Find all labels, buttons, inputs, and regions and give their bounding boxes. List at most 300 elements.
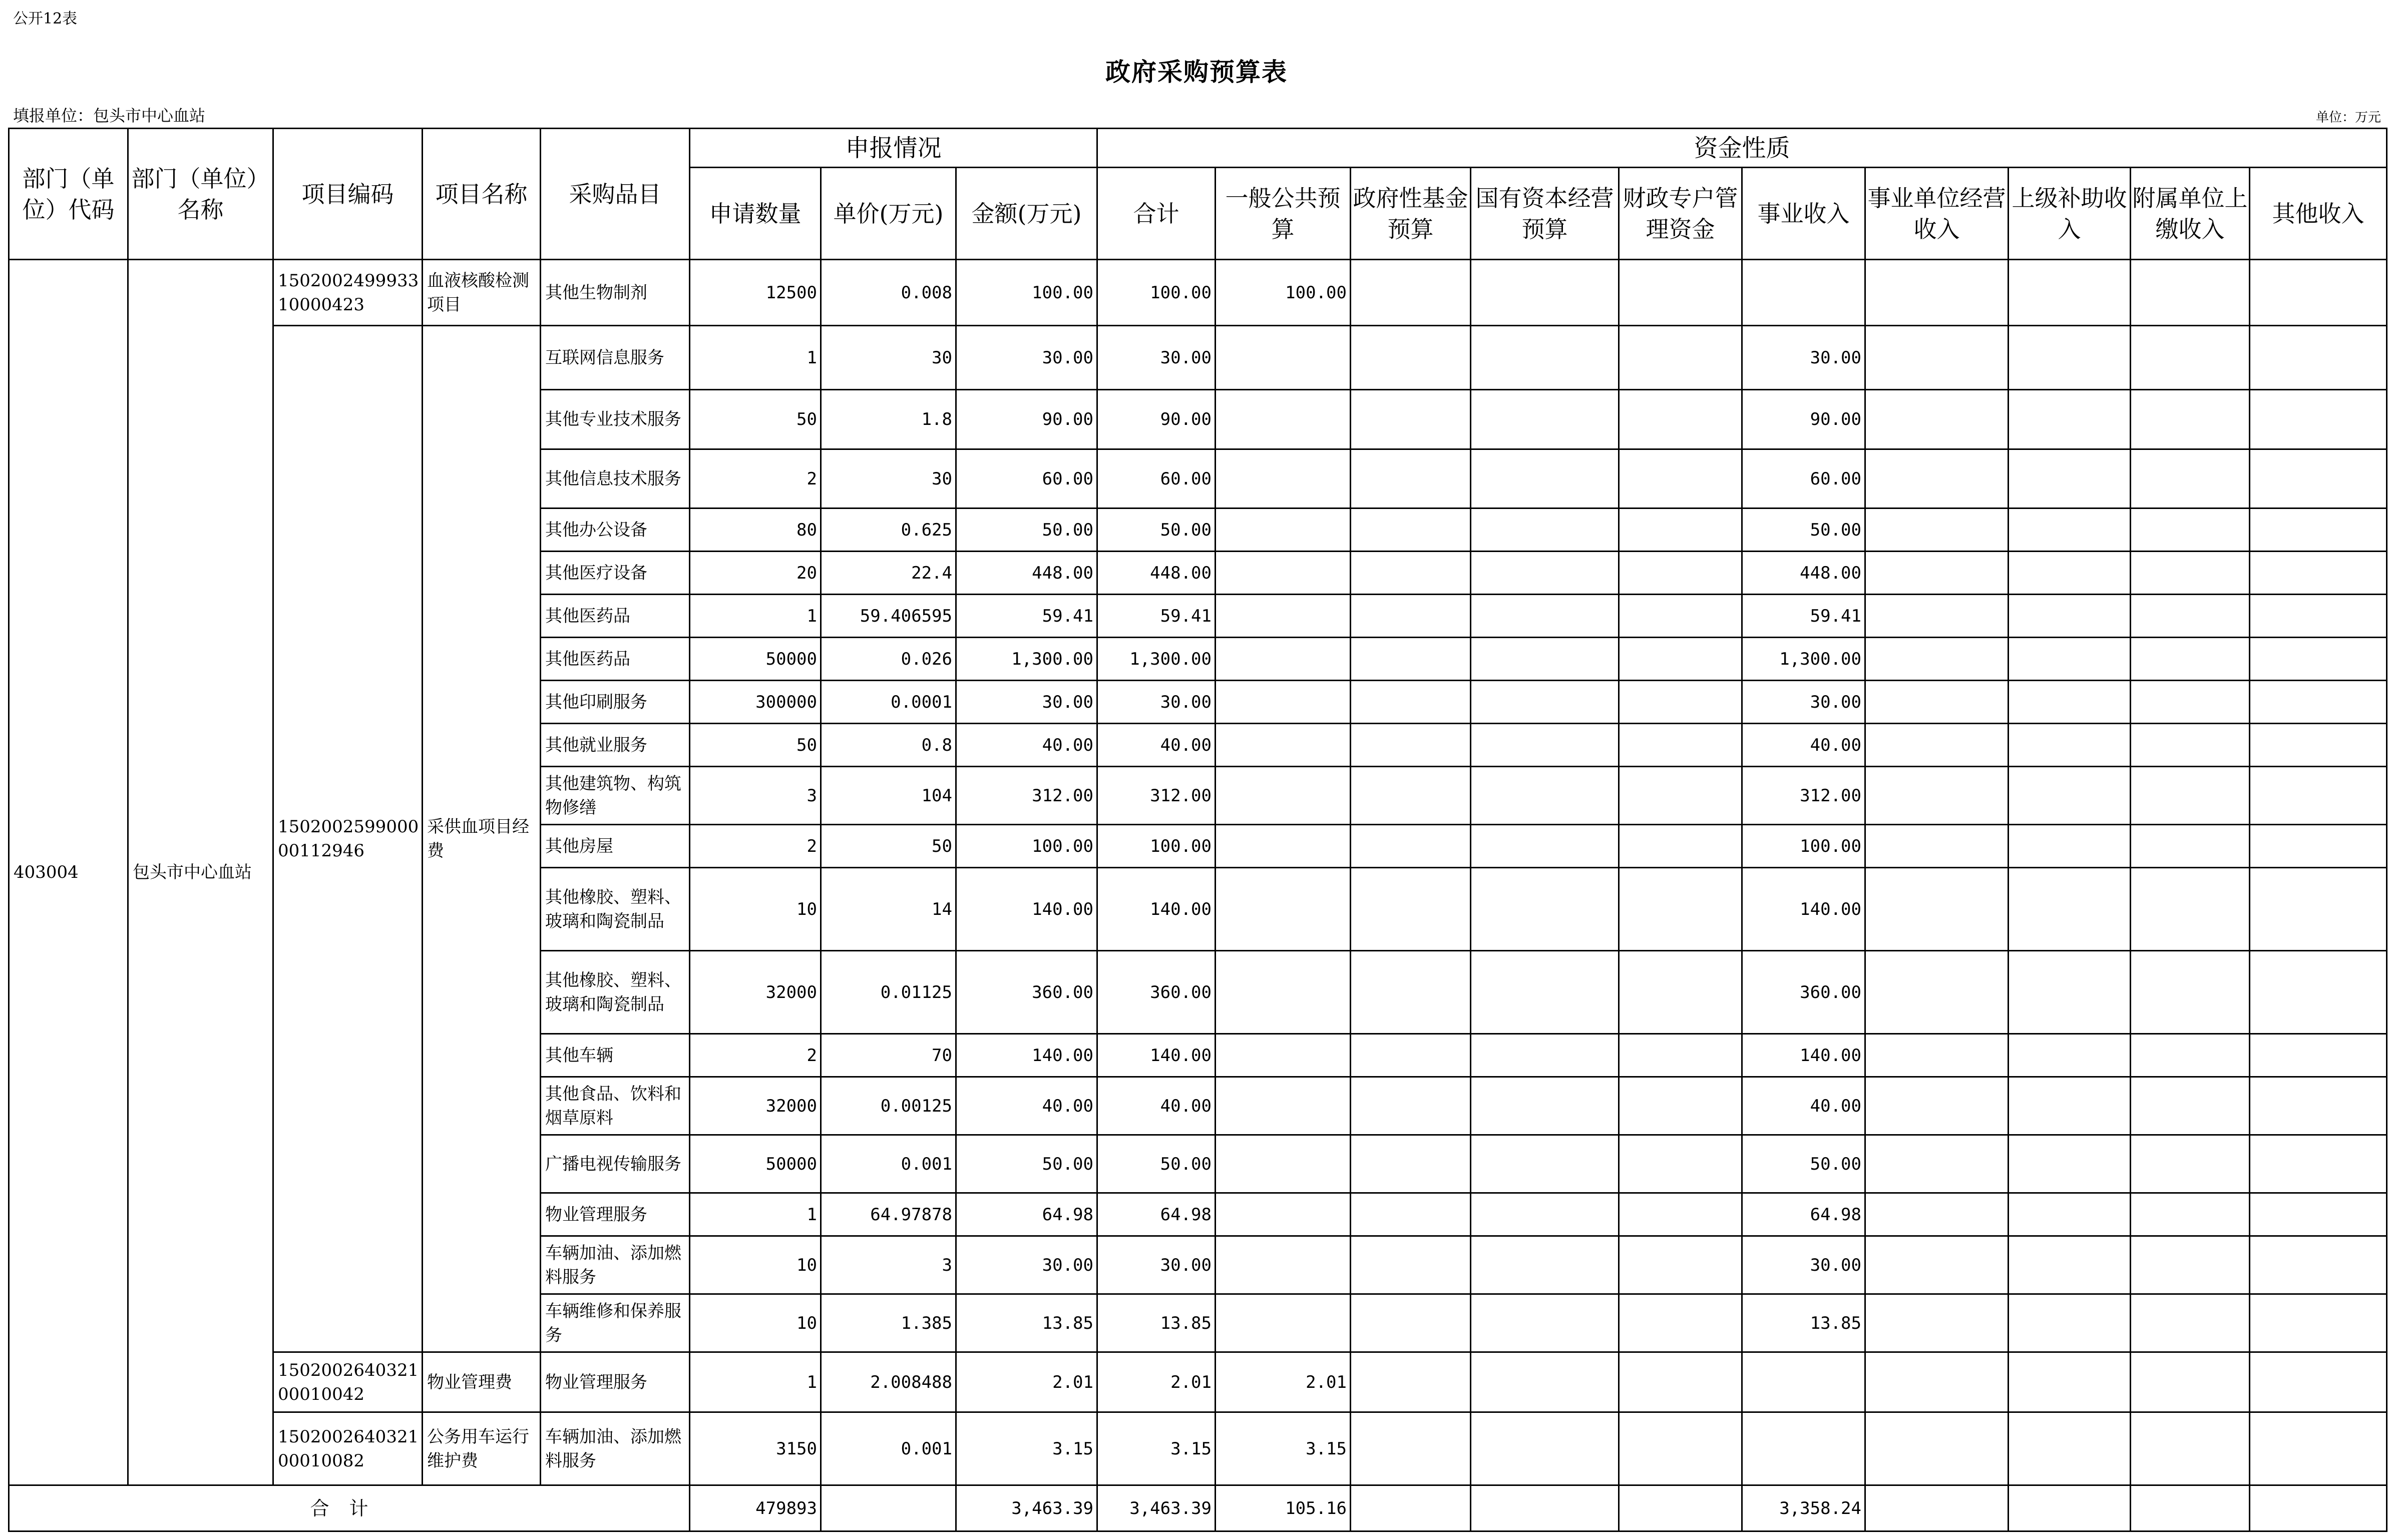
state-capital-cell — [1471, 681, 1619, 724]
business-income-cell: 60.00 — [1742, 449, 1865, 508]
affiliated-income-cell — [2131, 767, 2250, 825]
special-funds-cell — [1619, 1294, 1742, 1352]
project-name-cell: 血液核酸检测项目 — [423, 260, 541, 326]
general-budget-cell — [1216, 326, 1351, 390]
amount-cell: 64.98 — [956, 1193, 1097, 1236]
operating-income-cell — [1865, 1193, 2009, 1236]
special-funds-cell — [1619, 390, 1742, 449]
affiliated-income-cell — [2131, 390, 2250, 449]
other-income-cell — [2250, 1193, 2387, 1236]
other-income-cell — [2250, 508, 2387, 552]
purchase-item-cell: 车辆维修和保养服务 — [541, 1294, 690, 1352]
total-cell: 100.00 — [1097, 825, 1216, 868]
affiliated-income-cell — [2131, 1294, 2250, 1352]
group-declaration: 申报情况 — [690, 129, 1097, 168]
currency-unit: 单位：万元 — [2315, 110, 2381, 125]
special-funds-cell — [1619, 552, 1742, 595]
state-capital-cell — [1471, 1352, 1619, 1412]
affiliated-income-cell — [2131, 1412, 2250, 1485]
unit-price-cell: 0.00125 — [821, 1077, 956, 1135]
superior-subsidy-cell — [2009, 638, 2131, 681]
affiliated-income-cell — [2131, 260, 2250, 326]
col-amount: 金额(万元) — [956, 168, 1097, 260]
purchase-item-cell: 其他橡胶、塑料、玻璃和陶瓷制品 — [541, 868, 690, 951]
affiliated-income-cell — [2131, 552, 2250, 595]
state-capital-cell — [1471, 825, 1619, 868]
quantity-cell: 1 — [690, 1352, 821, 1412]
general-budget-cell — [1216, 868, 1351, 951]
total-cell: 140.00 — [1097, 1034, 1216, 1077]
operating-income-cell — [1865, 825, 2009, 868]
affiliated-income-cell — [2131, 326, 2250, 390]
totals-operating-income — [1865, 1485, 2009, 1531]
general-budget-cell — [1216, 552, 1351, 595]
amount-cell: 30.00 — [956, 681, 1097, 724]
state-capital-cell — [1471, 724, 1619, 767]
gov-fund-cell — [1351, 951, 1471, 1034]
superior-subsidy-cell — [2009, 1135, 2131, 1193]
total-cell: 60.00 — [1097, 449, 1216, 508]
state-capital-cell — [1471, 326, 1619, 390]
purchase-item-cell: 其他医药品 — [541, 638, 690, 681]
state-capital-cell — [1471, 449, 1619, 508]
gov-fund-cell — [1351, 1412, 1471, 1485]
purchase-item-cell: 其他车辆 — [541, 1034, 690, 1077]
totals-other-income — [2250, 1485, 2387, 1531]
gov-fund-cell — [1351, 868, 1471, 951]
col-other-income: 其他收入 — [2250, 168, 2387, 260]
purchase-item-cell: 其他医疗设备 — [541, 552, 690, 595]
gov-fund-cell — [1351, 1352, 1471, 1412]
total-cell: 312.00 — [1097, 767, 1216, 825]
gov-fund-cell — [1351, 724, 1471, 767]
general-budget-cell — [1216, 951, 1351, 1034]
affiliated-income-cell — [2131, 1077, 2250, 1135]
unit-price-cell: 0.008 — [821, 260, 956, 326]
col-special-account-funds: 财政专户管理资金 — [1619, 168, 1742, 260]
other-income-cell — [2250, 1034, 2387, 1077]
amount-cell: 60.00 — [956, 449, 1097, 508]
superior-subsidy-cell — [2009, 1352, 2131, 1412]
quantity-cell: 10 — [690, 1236, 821, 1294]
operating-income-cell — [1865, 1236, 2009, 1294]
gov-fund-cell — [1351, 260, 1471, 326]
superior-subsidy-cell — [2009, 326, 2131, 390]
quantity-cell: 50 — [690, 724, 821, 767]
purchase-item-cell: 其他食品、饮料和烟草原料 — [541, 1077, 690, 1135]
quantity-cell: 50000 — [690, 638, 821, 681]
col-purchase-item: 采购品目 — [541, 129, 690, 260]
state-capital-cell — [1471, 868, 1619, 951]
business-income-cell: 13.85 — [1742, 1294, 1865, 1352]
project-name-cell: 采供血项目经费 — [423, 326, 541, 1352]
amount-cell: 448.00 — [956, 552, 1097, 595]
unit-price-cell: 1.385 — [821, 1294, 956, 1352]
business-income-cell: 50.00 — [1742, 508, 1865, 552]
superior-subsidy-cell — [2009, 1412, 2131, 1485]
purchase-item-cell: 物业管理服务 — [541, 1193, 690, 1236]
quantity-cell: 3 — [690, 767, 821, 825]
project-code-cell: 150200264032100010082 — [273, 1412, 423, 1485]
superior-subsidy-cell — [2009, 681, 2131, 724]
special-funds-cell — [1619, 1135, 1742, 1193]
table-row — [9, 260, 2387, 326]
total-cell: 30.00 — [1097, 326, 1216, 390]
general-budget-cell — [1216, 508, 1351, 552]
other-income-cell — [2250, 825, 2387, 868]
col-gov-fund-budget: 政府性基金预算 — [1351, 168, 1471, 260]
affiliated-income-cell — [2131, 724, 2250, 767]
general-budget-cell — [1216, 1236, 1351, 1294]
business-income-cell: 59.41 — [1742, 595, 1865, 638]
table-row — [9, 1412, 2387, 1485]
general-budget-cell — [1216, 825, 1351, 868]
special-funds-cell — [1619, 1236, 1742, 1294]
gov-fund-cell — [1351, 1135, 1471, 1193]
quantity-cell: 2 — [690, 449, 821, 508]
total-cell: 2.01 — [1097, 1352, 1216, 1412]
gov-fund-cell — [1351, 552, 1471, 595]
quantity-cell: 3150 — [690, 1412, 821, 1485]
state-capital-cell — [1471, 260, 1619, 326]
general-budget-cell — [1216, 1193, 1351, 1236]
general-budget-cell: 100.00 — [1216, 260, 1351, 326]
quantity-cell: 1 — [690, 326, 821, 390]
superior-subsidy-cell — [2009, 508, 2131, 552]
totals-special-funds — [1619, 1485, 1742, 1531]
total-cell: 448.00 — [1097, 552, 1216, 595]
unit-price-cell: 0.01125 — [821, 951, 956, 1034]
total-cell: 50.00 — [1097, 1135, 1216, 1193]
table-row — [9, 1352, 2387, 1412]
amount-cell: 100.00 — [956, 825, 1097, 868]
other-income-cell — [2250, 1236, 2387, 1294]
totals-business-income: 3,358.24 — [1742, 1485, 1865, 1531]
quantity-cell: 10 — [690, 1294, 821, 1352]
totals-state-capital — [1471, 1485, 1619, 1531]
unit-price-cell: 1.8 — [821, 390, 956, 449]
total-cell: 1,300.00 — [1097, 638, 1216, 681]
amount-cell: 140.00 — [956, 868, 1097, 951]
col-unit-price: 单价(万元) — [821, 168, 956, 260]
state-capital-cell — [1471, 638, 1619, 681]
total-cell: 100.00 — [1097, 260, 1216, 326]
totals-amount: 3,463.39 — [956, 1485, 1097, 1531]
unit-price-cell: 0.625 — [821, 508, 956, 552]
unit-price-cell: 0.8 — [821, 724, 956, 767]
other-income-cell — [2250, 1352, 2387, 1412]
operating-income-cell — [1865, 638, 2009, 681]
operating-income-cell — [1865, 1135, 2009, 1193]
col-operating-income: 事业单位经营收入 — [1865, 168, 2009, 260]
special-funds-cell — [1619, 1077, 1742, 1135]
superior-subsidy-cell — [2009, 1294, 2131, 1352]
operating-income-cell — [1865, 951, 2009, 1034]
affiliated-income-cell — [2131, 508, 2250, 552]
amount-cell: 140.00 — [956, 1034, 1097, 1077]
superior-subsidy-cell — [2009, 868, 2131, 951]
purchase-item-cell: 车辆加油、添加燃料服务 — [541, 1236, 690, 1294]
col-project-code: 项目编码 — [273, 129, 423, 260]
amount-cell: 1,300.00 — [956, 638, 1097, 681]
project-code-cell: 150200259900000112946 — [273, 326, 423, 1352]
superior-subsidy-cell — [2009, 767, 2131, 825]
unit-price-cell: 22.4 — [821, 552, 956, 595]
state-capital-cell — [1471, 767, 1619, 825]
operating-income-cell — [1865, 1352, 2009, 1412]
other-income-cell — [2250, 1135, 2387, 1193]
operating-income-cell — [1865, 326, 2009, 390]
special-funds-cell — [1619, 1412, 1742, 1485]
special-funds-cell — [1619, 868, 1742, 951]
purchase-item-cell: 其他橡胶、塑料、玻璃和陶瓷制品 — [541, 951, 690, 1034]
general-budget-cell — [1216, 724, 1351, 767]
other-income-cell — [2250, 595, 2387, 638]
col-total: 合计 — [1097, 168, 1216, 260]
state-capital-cell — [1471, 1236, 1619, 1294]
business-income-cell — [1742, 1352, 1865, 1412]
state-capital-cell — [1471, 1135, 1619, 1193]
general-budget-cell — [1216, 595, 1351, 638]
quantity-cell: 10 — [690, 868, 821, 951]
general-budget-cell — [1216, 767, 1351, 825]
special-funds-cell — [1619, 595, 1742, 638]
quantity-cell: 32000 — [690, 951, 821, 1034]
business-income-cell: 448.00 — [1742, 552, 1865, 595]
amount-cell: 50.00 — [956, 508, 1097, 552]
other-income-cell — [2250, 1294, 2387, 1352]
other-income-cell — [2250, 767, 2387, 825]
business-income-cell: 90.00 — [1742, 390, 1865, 449]
unit-price-cell: 64.97878 — [821, 1193, 956, 1236]
other-income-cell — [2250, 260, 2387, 326]
col-superior-subsidy: 上级补助收入 — [2009, 168, 2131, 260]
unit-price-cell: 30 — [821, 326, 956, 390]
operating-income-cell — [1865, 868, 2009, 951]
dept-name-cell: 包头市中心血站 — [128, 260, 273, 1485]
special-funds-cell — [1619, 724, 1742, 767]
unit-price-cell: 104 — [821, 767, 956, 825]
totals-label: 合计 — [9, 1485, 690, 1531]
amount-cell: 90.00 — [956, 390, 1097, 449]
general-budget-cell — [1216, 1135, 1351, 1193]
unit-price-cell: 59.406595 — [821, 595, 956, 638]
quantity-cell: 2 — [690, 825, 821, 868]
purchase-item-cell: 其他生物制剂 — [541, 260, 690, 326]
special-funds-cell — [1619, 1352, 1742, 1412]
col-general-public-budget: 一般公共预算 — [1216, 168, 1351, 260]
superior-subsidy-cell — [2009, 1034, 2131, 1077]
special-funds-cell — [1619, 508, 1742, 552]
total-cell: 360.00 — [1097, 951, 1216, 1034]
gov-fund-cell — [1351, 1077, 1471, 1135]
superior-subsidy-cell — [2009, 951, 2131, 1034]
table-body — [9, 260, 2387, 1531]
totals-total: 3,463.39 — [1097, 1485, 1216, 1531]
state-capital-cell — [1471, 390, 1619, 449]
col-project-name: 项目名称 — [423, 129, 541, 260]
unit-price-cell: 70 — [821, 1034, 956, 1077]
gov-fund-cell — [1351, 1294, 1471, 1352]
gov-fund-cell — [1351, 1034, 1471, 1077]
state-capital-cell — [1471, 1034, 1619, 1077]
purchase-item-cell: 其他建筑物、构筑物修缮 — [541, 767, 690, 825]
col-state-capital-budget: 国有资本经营预算 — [1471, 168, 1619, 260]
unit-price-cell: 3 — [821, 1236, 956, 1294]
totals-affiliated-income — [2131, 1485, 2250, 1531]
gov-fund-cell — [1351, 595, 1471, 638]
operating-income-cell — [1865, 508, 2009, 552]
operating-income-cell — [1865, 1077, 2009, 1135]
page-title: 政府采购预算表 — [1105, 57, 1288, 87]
affiliated-income-cell — [2131, 1193, 2250, 1236]
project-code-cell: 150200249993310000423 — [273, 260, 423, 326]
superior-subsidy-cell — [2009, 1236, 2131, 1294]
unit-price-cell: 0.001 — [821, 1135, 956, 1193]
dept-code-cell: 403004 — [9, 260, 128, 1485]
special-funds-cell — [1619, 951, 1742, 1034]
gov-fund-cell — [1351, 767, 1471, 825]
superior-subsidy-cell — [2009, 595, 2131, 638]
purchase-item-cell: 其他就业服务 — [541, 724, 690, 767]
quantity-cell: 32000 — [690, 1077, 821, 1135]
quantity-cell: 80 — [690, 508, 821, 552]
business-income-cell: 64.98 — [1742, 1193, 1865, 1236]
amount-cell: 40.00 — [956, 1077, 1097, 1135]
total-cell: 90.00 — [1097, 390, 1216, 449]
total-cell: 30.00 — [1097, 1236, 1216, 1294]
state-capital-cell — [1471, 1193, 1619, 1236]
superior-subsidy-cell — [2009, 449, 2131, 508]
business-income-cell: 40.00 — [1742, 1077, 1865, 1135]
operating-income-cell — [1865, 390, 2009, 449]
purchase-item-cell: 其他印刷服务 — [541, 681, 690, 724]
operating-income-cell — [1865, 1294, 2009, 1352]
purchase-item-cell: 互联网信息服务 — [541, 326, 690, 390]
amount-cell: 312.00 — [956, 767, 1097, 825]
gov-fund-cell — [1351, 825, 1471, 868]
state-capital-cell — [1471, 552, 1619, 595]
state-capital-cell — [1471, 595, 1619, 638]
general-budget-cell — [1216, 1294, 1351, 1352]
special-funds-cell — [1619, 638, 1742, 681]
general-budget-cell — [1216, 1077, 1351, 1135]
totals-unit-price — [821, 1485, 956, 1531]
amount-cell: 3.15 — [956, 1412, 1097, 1485]
unit-price-cell: 0.026 — [821, 638, 956, 681]
affiliated-income-cell — [2131, 868, 2250, 951]
business-income-cell: 312.00 — [1742, 767, 1865, 825]
total-cell: 3.15 — [1097, 1412, 1216, 1485]
total-cell: 64.98 — [1097, 1193, 1216, 1236]
col-affiliated-income: 附属单位上缴收入 — [2131, 168, 2250, 260]
special-funds-cell — [1619, 767, 1742, 825]
superior-subsidy-cell — [2009, 260, 2131, 326]
purchase-item-cell: 其他办公设备 — [541, 508, 690, 552]
total-cell: 50.00 — [1097, 508, 1216, 552]
amount-cell: 100.00 — [956, 260, 1097, 326]
amount-cell: 59.41 — [956, 595, 1097, 638]
quantity-cell: 50000 — [690, 1135, 821, 1193]
gov-fund-cell — [1351, 638, 1471, 681]
business-income-cell: 360.00 — [1742, 951, 1865, 1034]
purchase-item-cell: 广播电视传输服务 — [541, 1135, 690, 1193]
gov-fund-cell — [1351, 449, 1471, 508]
special-funds-cell — [1619, 326, 1742, 390]
other-income-cell — [2250, 1412, 2387, 1485]
project-code-cell: 150200264032100010042 — [273, 1352, 423, 1412]
budget-table — [8, 128, 2387, 1532]
amount-cell: 30.00 — [956, 1236, 1097, 1294]
gov-fund-cell — [1351, 326, 1471, 390]
superior-subsidy-cell — [2009, 390, 2131, 449]
operating-income-cell — [1865, 260, 2009, 326]
affiliated-income-cell — [2131, 951, 2250, 1034]
operating-income-cell — [1865, 595, 2009, 638]
col-dept-name: 部门（单位）名称 — [128, 129, 273, 260]
other-income-cell — [2250, 390, 2387, 449]
state-capital-cell — [1471, 1077, 1619, 1135]
gov-fund-cell — [1351, 508, 1471, 552]
quantity-cell: 300000 — [690, 681, 821, 724]
general-budget-cell — [1216, 390, 1351, 449]
business-income-cell: 40.00 — [1742, 724, 1865, 767]
amount-cell: 50.00 — [956, 1135, 1097, 1193]
table-row — [9, 326, 2387, 390]
other-income-cell — [2250, 1077, 2387, 1135]
gov-fund-cell — [1351, 390, 1471, 449]
superior-subsidy-cell — [2009, 552, 2131, 595]
affiliated-income-cell — [2131, 638, 2250, 681]
superior-subsidy-cell — [2009, 724, 2131, 767]
quantity-cell: 1 — [690, 595, 821, 638]
other-income-cell — [2250, 868, 2387, 951]
state-capital-cell — [1471, 1412, 1619, 1485]
other-income-cell — [2250, 326, 2387, 390]
state-capital-cell — [1471, 951, 1619, 1034]
purchase-item-cell: 其他专业技术服务 — [541, 390, 690, 449]
business-income-cell: 140.00 — [1742, 868, 1865, 951]
purchase-item-cell: 物业管理服务 — [541, 1352, 690, 1412]
affiliated-income-cell — [2131, 681, 2250, 724]
state-capital-cell — [1471, 1294, 1619, 1352]
col-quantity: 申请数量 — [690, 168, 821, 260]
amount-cell: 40.00 — [956, 724, 1097, 767]
gov-fund-cell — [1351, 1236, 1471, 1294]
business-income-cell — [1742, 1412, 1865, 1485]
project-name-cell: 公务用车运行维护费 — [423, 1412, 541, 1485]
amount-cell: 2.01 — [956, 1352, 1097, 1412]
document-number: 公开12表 — [13, 10, 78, 28]
col-business-income: 事业收入 — [1742, 168, 1865, 260]
special-funds-cell — [1619, 260, 1742, 326]
operating-income-cell — [1865, 552, 2009, 595]
business-income-cell: 30.00 — [1742, 1236, 1865, 1294]
unit-price-cell: 2.008488 — [821, 1352, 956, 1412]
superior-subsidy-cell — [2009, 1077, 2131, 1135]
special-funds-cell — [1619, 681, 1742, 724]
general-budget-cell — [1216, 449, 1351, 508]
affiliated-income-cell — [2131, 1034, 2250, 1077]
operating-income-cell — [1865, 1034, 2009, 1077]
total-cell: 140.00 — [1097, 868, 1216, 951]
business-income-cell: 50.00 — [1742, 1135, 1865, 1193]
superior-subsidy-cell — [2009, 1193, 2131, 1236]
operating-income-cell — [1865, 767, 2009, 825]
gov-fund-cell — [1351, 1193, 1471, 1236]
affiliated-income-cell — [2131, 595, 2250, 638]
purchase-item-cell: 其他房屋 — [541, 825, 690, 868]
